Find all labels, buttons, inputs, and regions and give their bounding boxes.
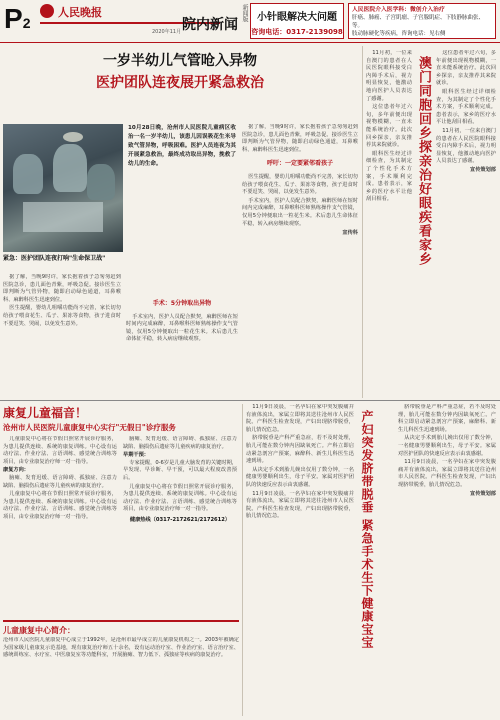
- intro-box-title: 儿童康复中心简介：: [3, 626, 75, 635]
- paper-name: 人民晚报: [58, 6, 102, 19]
- right-body-6: 11月初，一位来自澳门的患者在人民医院眼科接受白内障手术后，视力明显恢复，他激动地向医护人员表达了感谢。: [436, 127, 496, 165]
- birth-col-2: [398, 404, 496, 716]
- masthead-bottom-rule: [0, 42, 500, 43]
- lead-author: 宣传科: [342, 230, 358, 237]
- lead-sub-1: 呼吁：一定要紧邻看孩子: [266, 160, 333, 168]
- rehab-sub: 康复方向：: [3, 467, 29, 474]
- divider-right-article: [362, 46, 363, 398]
- ad1-title: 小针眼解决大问题: [257, 12, 337, 23]
- ad-box-1: [250, 3, 344, 39]
- birth-body-6: 11月9日凌晨，一名孕妇在家中突发腹痛并有液体流出，家属立即将其送往沧州市人民医院。产科医生检查发现，产妇出现脐带脱垂，胎儿情况危急。: [398, 459, 496, 488]
- editor-label: 新闻版: [241, 4, 248, 22]
- rehab-subtitle: 沧州市人民医院儿童康复中心实行"无假日"诊疗服务: [3, 423, 176, 432]
- rehab-col-1: [3, 436, 117, 614]
- lead-body-col-2: [126, 254, 238, 398]
- surgery-photo: [3, 124, 123, 252]
- rehab-body-2: 脑瘫、发育迟缓、语言障碍、孤独症、注意力缺陷、脑损伤后遗症等儿童疾病的康复治疗。: [3, 474, 117, 489]
- right-article-col-2: [436, 50, 496, 396]
- right-article-col-1: [366, 50, 412, 396]
- lead-title-2: 医护团队连夜展开紧急救治: [96, 75, 264, 91]
- rehab-body: 儿童康复中心将在节假日照常开展诊疗服务，为患儿提供连续、系统的康复训练。中心设有运动疗法、作业疗法、言语训练、感觉统合训练等项目，由专业康复治疗师一对一指导。: [3, 436, 117, 465]
- ad-box-2: [348, 3, 496, 39]
- right-body-3: 眼科医生经过详细检查，为其制定了个性化手术方案，手术顺利完成。患者表示，家乡的医疗水平让他刮目相看。: [366, 150, 412, 203]
- lead-body-1b: 医生提醒，婴幼儿咀嚼功能尚不完善，家长切勿给孩子喂食花生、瓜子、果冻等食物，孩子进食时不要逗笑、哭闹，以免发生意外。: [3, 305, 121, 327]
- lead-intro: 10月28日晚，沧州市人民医院儿童病区收治一名一岁半幼儿，该患儿因误吸花生米导致气管异物，呼吸困难。医护人员连夜为其开展紧急救治，最终成功取出异物，挽救了幼儿的生命。: [128, 125, 236, 167]
- paper-logo: [40, 4, 54, 18]
- middle-rule: [0, 400, 500, 401]
- right-body-2: 这位患者年过六旬，多年前便出现视物模糊，一直未能系统治疗。此次回乡探亲，亲友推荐其来院就诊。: [366, 104, 412, 149]
- lead-body-3: 据了解，当晚9时许，家长抱着孩子急匆匆赶到医院急诊，患儿面色青紫，呼吸急促。接诊医生立即判断为气管异物，随即启动绿色通道，耳鼻喉科、麻醉科医生迅速到位。: [242, 124, 358, 153]
- rehab-body-3: 脑瘫、发育迟缓、语言障碍、孤独症、注意力缺陷、脑损伤后遗症等儿童疾病的康复治疗。: [123, 436, 237, 450]
- ad2-body2: 肢动脉硬化等疾病，咨询电话：见右侧: [352, 31, 446, 37]
- right-body-5: 眼科医生经过详细检查，为其制定了个性化手术方案，手术顺利完成。患者表示，家乡的医疗水平让他刮目相看。: [436, 88, 496, 126]
- birth-col-1: [246, 404, 354, 716]
- birth-body-1: 11月9日凌晨，一名孕妇在家中突发腹痛并有液体流出，家属立即将其送往沧州市人民医院。产科医生检查发现，产妇出现脐带脱垂，胎儿情况危急。: [246, 404, 354, 433]
- birth-author: 宣传策划部: [470, 490, 496, 497]
- rehab-sub-2: 早期干预：: [123, 452, 149, 459]
- lead-body-1: 据了解，当晚9时许，家长抱着孩子急匆匆赶到医院急诊，患儿面色青紫，呼吸急促。接诊医生立即判断为气管异物，随即启动绿色通道，耳鼻喉科、麻醉科医生迅速到位。: [3, 274, 121, 303]
- issue-date: 2020年11月: [152, 29, 182, 35]
- lead-sub-2: 手术：5分钟取出异物: [152, 300, 212, 307]
- lead-body-3c: 手术室内，医护人员配合默契，麻醉医师在短时间内完成麻醉，耳鼻喉科医师熟练操作支气管镜，仅用5分钟便取出一粒花生米。术后患儿生命体征平稳，转入病房继续观察。: [242, 197, 358, 227]
- rehab-phone: 健康热线（0317-2172621/2172612）: [129, 516, 231, 523]
- ad1-phone: 咨询电话：0317-2139098: [251, 28, 343, 36]
- rehab-body-4: 专家提醒，0-6岁是儿童大脑发育的关键时期，早发现、早诊断、早干预，可以最大程度改善预后。: [123, 459, 237, 481]
- right-body-1: 11月初，一位来自澳门的患者在人民医院眼科接受白内障手术后，视力明显恢复，他激动地向医护人员表达了感谢。: [366, 50, 412, 102]
- rehab-col-2: [123, 436, 237, 614]
- birth-body-1b: 11月9日凌晨，一名孕妇在家中突发腹痛并有液体流出，家属立即将其送往沧州市人民医院。产科医生检查发现，产妇出现脐带脱垂，胎儿情况危急。: [246, 490, 354, 520]
- birth-title: 产妇突发脐带脱垂 紧急手术生下健康宝宝: [360, 410, 374, 650]
- rehab-body-4b: 儿童康复中心将在节假日照常开展诊疗服务，为患儿提供连续、系统的康复训练。中心设有运动疗法、作业疗法、言语训练、感觉统合训练等项目，由专业康复治疗师一对一指导。: [123, 483, 237, 513]
- birth-body-3: 从决定手术到胎儿娩出仅用了数分钟，一名健康男婴顺利出生，母子平安。家属对医护团队的快速反应表示由衷感谢。: [246, 466, 354, 488]
- rehab-intro-box: [3, 620, 239, 716]
- right-article-title: 澳门同胞回乡探亲治好眼疾看家乡: [416, 56, 431, 266]
- lead-body-3b: 医生提醒，婴幼儿咀嚼功能尚不完善，家长切勿给孩子喂食花生、瓜子、果冻等食物，孩子进食时不要逗笑、哭闹，以免发生意外。: [242, 173, 358, 196]
- rehab-block: [3, 404, 239, 618]
- lead-headline: [0, 50, 360, 106]
- right-body-4: 这位患者年过六旬，多年前便出现视物模糊，一直未能系统治疗。此次回乡探亲，亲友推荐其来院就诊。: [436, 50, 496, 87]
- lead-body-col-1: [3, 274, 121, 398]
- masthead: [0, 0, 500, 42]
- ad2-title: 人民医院介入医学科：微创介入治疗: [352, 7, 445, 13]
- intro-box-body: 沧州市人民医院儿童康复中心成立于1992年，是沧州市最早成立的儿童康复机构之一。2003年被确定为国家级儿童康复示范基地，现有康复治疗师五十余名，设有运动治疗室、作业治疗室、语言治疗室、感统训练室、水疗室、中医康复室等功能科室，开展脑瘫、智力低下、孤独症等疾病的康复治疗。: [3, 637, 239, 659]
- section-title: 院内新闻: [182, 17, 238, 33]
- birth-body-4: 脐带脱垂是产科严重急症，若不及时处理，胎儿可能在数分钟内因缺氧死亡。产科立即启动紧急剖宫产预案，麻醉科、新生儿科医生迅速到场。: [398, 404, 496, 433]
- photo-caption: 紧急：医护团队连夜打响"生命保卫战": [3, 255, 106, 262]
- birth-body-5: 从决定手术到胎儿娩出仅用了数分钟，一名健康男婴顺利出生，母子平安。家属对医护团队的快速反应表示由衷感谢。: [398, 435, 496, 457]
- rehab-title: 康复儿童福音！: [3, 406, 88, 420]
- lead-body-2: 手术室内，医护人员配合默契，麻醉医师在短时间内完成麻醉，耳鼻喉科医师熟练操作支气管镜，仅用5分钟便取出一粒花生米。术后患儿生命体征平稳，转入病房继续观察。: [126, 313, 238, 343]
- ad2-body: 肝癌、肺癌、子宫肌瘤、子宫腺肌症、下肢静脉曲张、等。: [352, 15, 485, 29]
- birth-body-2: 脐带脱垂是产科严重急症，若不及时处理，胎儿可能在数分钟内因缺氧死亡。产科立即启动紧急剖宫产预案，麻醉科、新生儿科医生迅速到场。: [246, 435, 354, 465]
- right-author: 宣传策划部: [470, 166, 496, 173]
- lead-title-1: 一岁半幼儿气管呛入异物: [103, 53, 257, 69]
- divider-bottom: [242, 404, 243, 716]
- rehab-body-2b: 儿童康复中心将在节假日照常开展诊疗服务，为患儿提供连续、系统的康复训练。中心设有运动疗法、作业疗法、言语训练、感觉统合训练等项目，由专业康复治疗师一对一指导。: [3, 491, 117, 520]
- lead-body-col-3: [242, 124, 358, 398]
- page-code: P2: [4, 3, 31, 34]
